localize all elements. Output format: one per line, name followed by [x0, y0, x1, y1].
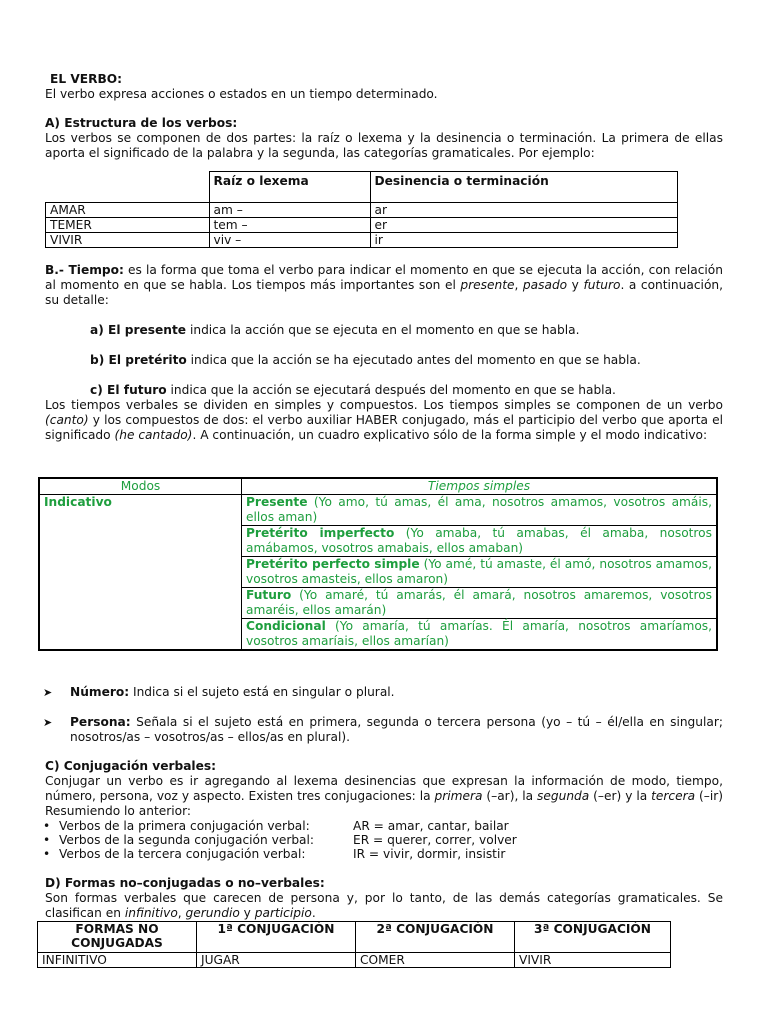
conjugation-label: Verbos de la primera conjugación verbal:: [59, 819, 310, 833]
separator: ,: [514, 278, 523, 292]
pasado-word: pasado: [522, 278, 568, 292]
separator: y: [239, 906, 255, 920]
desinencia-cell: er: [370, 218, 678, 233]
header-1-conj: 1ª CONJUGACIÓN: [197, 922, 356, 953]
conjugation-value: IR = vivir, dormir, insistir: [353, 847, 506, 861]
mode-cell: Indicativo: [39, 495, 242, 651]
section-c-part: (–ir) Resumiendo lo anterior:: [45, 789, 723, 818]
conjugation-item: [43, 847, 723, 861]
section-d-part: .: [311, 906, 316, 920]
bullet-item: [43, 685, 723, 700]
tense-label: a) El presente: [90, 323, 187, 337]
structure-header-raiz: Raíz o lexema: [209, 172, 370, 203]
document-page: [42, 72, 723, 968]
verb-cell: AMAR: [46, 203, 210, 218]
tense-label: b) El pretérito: [90, 353, 187, 367]
canto-example: (canto): [45, 413, 89, 427]
header-3-conj: 3ª CONJUGACIÓN: [515, 922, 671, 953]
verb-cell: TEMER: [46, 218, 210, 233]
arrow-bullet-icon: ➤: [43, 686, 53, 699]
he-cantado-example: (he cantado): [114, 428, 193, 442]
raiz-cell: tem –: [209, 218, 370, 233]
form-cell: INFINITIVO: [38, 953, 197, 968]
bullet-text: [70, 715, 723, 745]
section-d-part: Son formas verbales que carecen de persona y, por lo tanto, de las demás categorías gramaticales. Se clasifican en: [45, 891, 723, 920]
modes-table: [38, 477, 718, 651]
raiz-cell: viv –: [209, 233, 370, 248]
structure-table-header: [46, 172, 678, 203]
section-d-heading: D) Formas no–conjugadas o no–verbales:: [45, 876, 325, 890]
arrow-bullet-icon: ➤: [43, 716, 53, 729]
presente-word: presente: [460, 278, 515, 292]
tense-name: Futuro: [246, 588, 292, 602]
tense-types-text: y los compuestos de dos: el verbo auxiliar HABER conjugado, más el participio del verbo que aporta el significado: [45, 413, 723, 442]
tense-name: Pretérito perfecto simple: [246, 557, 420, 571]
section-a-heading: A) Estructura de los verbos:: [45, 116, 238, 130]
table-row: [39, 495, 717, 526]
tiempos-header: Tiempos simples: [242, 478, 718, 495]
structure-table: [45, 171, 678, 248]
tense-name: Condicional: [246, 619, 326, 633]
section-c-part: Conjugar un verbo es ir agregando al lexema desinencias que expresan la información de modo, tiempo, número, persona, voz y aspecto. Existen tres conjugaciones: la: [45, 774, 723, 803]
tense-types-paragraph: [45, 398, 723, 443]
conjugation-item: [43, 833, 723, 847]
tense-item: [90, 383, 723, 398]
structure-header-blank: [46, 172, 210, 203]
bullet-label: Número:: [70, 685, 130, 699]
conjugation-value: ER = querer, correr, volver: [353, 833, 517, 847]
section-b-text-end: . a continuación, su detalle:: [45, 278, 723, 307]
tense-item: [90, 353, 723, 368]
tense-item: [90, 323, 723, 338]
section-c-part: (–ar), la: [482, 789, 538, 803]
tense-cell: [242, 495, 718, 526]
segunda-word: segunda: [537, 789, 590, 803]
bullet-dot-icon: •: [43, 819, 51, 833]
tense-text: indica que la acción se ha ejecutado antes del momento en que se habla.: [186, 353, 641, 367]
infinitivo-word: infinitivo: [124, 906, 178, 920]
conjugation-label: Verbos de la segunda conjugación verbal:: [59, 833, 315, 847]
bullet-label: Persona:: [70, 715, 131, 729]
raiz-cell: am –: [209, 203, 370, 218]
tense-examples: (Yo amé, tú amaste, él amó, nosotros amamos, vosotros amasteis, ellos amaron): [246, 557, 712, 586]
separator: ,: [177, 906, 186, 920]
tense-name: Presente: [246, 495, 308, 509]
futuro-word: futuro: [583, 278, 621, 292]
section-a-text: Los verbos se componen de dos partes: la raíz o lexema y la desinencia o terminación. La primera de ellas aporta el significado de la palabra y la segunda, las categorías gramaticales. Por ejemplo:: [45, 131, 723, 160]
separator: y: [567, 278, 584, 292]
table-row: [46, 203, 678, 218]
bullet-dot-icon: •: [43, 847, 51, 861]
tense-cell: [242, 619, 718, 651]
tense-name: Pretérito imperfecto: [246, 526, 395, 540]
header-2-conj: 2ª CONJUGACIÓN: [356, 922, 515, 953]
bullet-text: [70, 685, 395, 700]
structure-header-desinencia: Desinencia o terminación: [370, 172, 678, 203]
bullet-desc: Señala si el sujeto está en primera, segunda o tercera persona (yo – tú – él/ella en singular; nosotros/as – vosotros/as – ellos/as en plural).: [70, 715, 723, 744]
tense-examples: (Yo amaría, tú amarías. Él amaría, nosotros amaríamos, vosotros amaríais, ellos amarían): [246, 619, 712, 648]
table-row: [38, 953, 671, 968]
header-formas: FORMAS NO CONJUGADAS: [38, 922, 197, 953]
section-b-label: B.- Tiempo:: [45, 263, 124, 277]
document-title: EL VERBO:: [50, 72, 123, 86]
conj-1-cell: JUGAR: [197, 953, 356, 968]
primera-word: primera: [434, 789, 483, 803]
bullet-dot-icon: •: [43, 833, 51, 847]
gerundio-word: gerundio: [185, 906, 240, 920]
conjugation-item: [43, 819, 723, 833]
section-c-part: (–er) y la: [589, 789, 652, 803]
tense-label: c) El futuro: [90, 383, 167, 397]
conj-3-cell: VIVIR: [515, 953, 671, 968]
section-b-paragraph: [45, 263, 723, 308]
conjugation-value: AR = amar, cantar, bailar: [353, 819, 509, 833]
tense-cell: [242, 557, 718, 588]
tense-text: indica la acción que se ejecuta en el momento en que se habla.: [186, 323, 580, 337]
modes-header: Modos: [39, 478, 242, 495]
tense-types-text: Los tiempos verbales se dividen en simples y compuestos. Los tiempos simples se componen de un verbo: [45, 398, 723, 412]
table-row: [46, 233, 678, 248]
tense-cell: [242, 588, 718, 619]
desinencia-cell: ar: [370, 203, 678, 218]
tense-examples: (Yo amo, tú amas, él ama, nosotros amamos, vosotros amáis, ellos aman): [246, 495, 712, 524]
section-d-text: [45, 891, 723, 921]
section-c-heading: C) Conjugación verbales:: [45, 759, 216, 773]
bullet-desc: Indica si el sujeto está en singular o plural.: [129, 685, 395, 699]
conjugation-label: Verbos de la tercera conjugación verbal:: [59, 847, 306, 861]
table-row: [46, 218, 678, 233]
tercera-word: tercera: [651, 789, 696, 803]
tense-examples: (Yo amaré, tú amarás, él amará, nosotros amaremos, vosotros amaréis, ellos amarán): [246, 588, 712, 617]
section-b-text: es la forma que toma el verbo para indicar el momento en que se ejecuta la acción, con relación al momento en que se habla. Los tiempos más importantes son el: [45, 263, 723, 292]
participio-word: participio: [254, 906, 312, 920]
conj-2-cell: COMER: [356, 953, 515, 968]
intro-text: El verbo expresa acciones o estados en un tiempo determinado.: [45, 87, 438, 101]
modes-table-header: [39, 478, 717, 495]
bullet-item: [43, 715, 723, 745]
section-c-text: [45, 774, 723, 819]
tense-text: indica que la acción se ejecutará después del momento en que se habla.: [166, 383, 616, 397]
verb-cell: VIVIR: [46, 233, 210, 248]
tense-types-text: . A continuación, un cuadro explicativo sólo de la forma simple y el modo indicativo:: [192, 428, 708, 442]
non-conjugated-header: [38, 922, 671, 953]
desinencia-cell: ir: [370, 233, 678, 248]
tense-cell: [242, 526, 718, 557]
non-conjugated-table: [37, 921, 671, 968]
tense-examples: (Yo amaba, tú amabas, él amaba, nosotros amábamos, vosotros amabais, ellos amaban): [246, 526, 712, 555]
